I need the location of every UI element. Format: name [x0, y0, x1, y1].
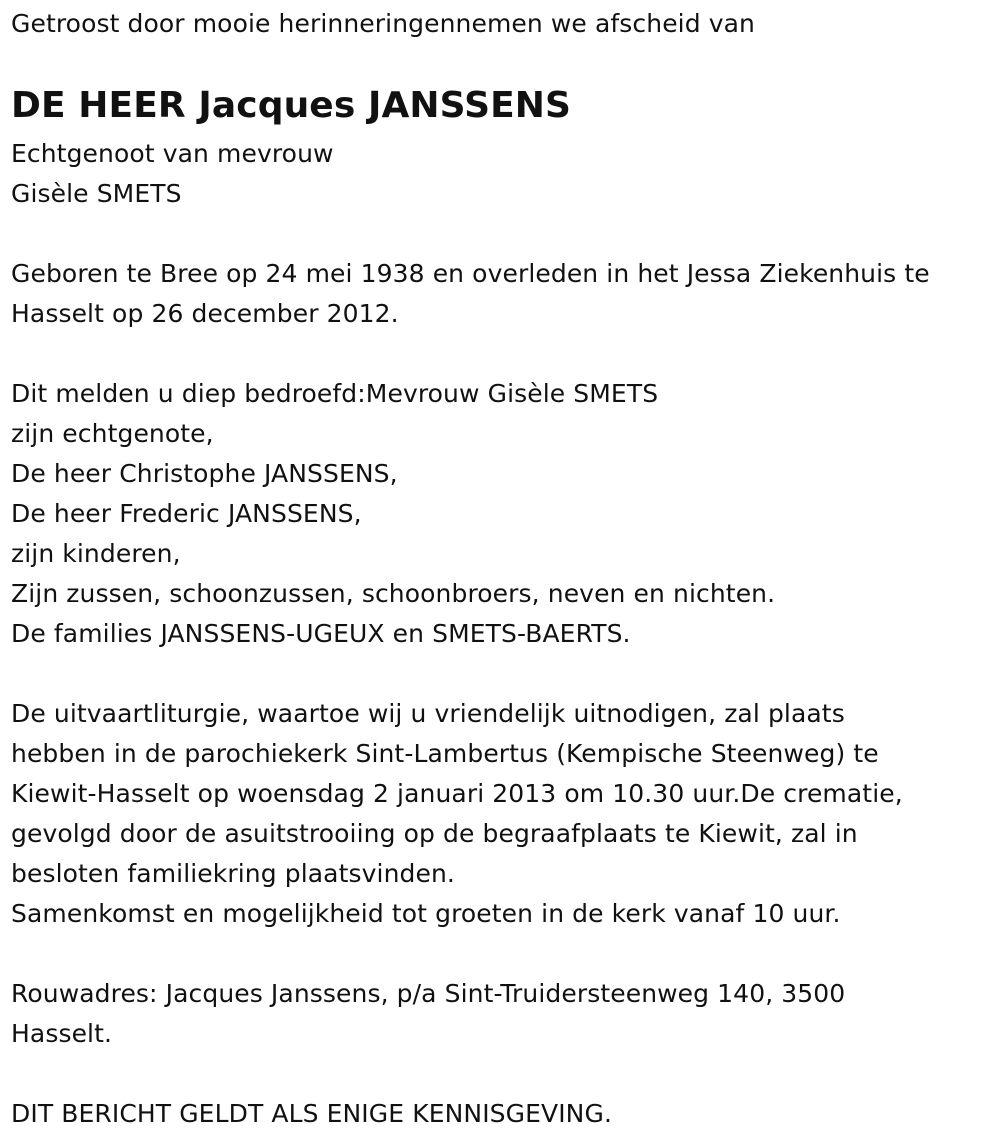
deceased-name-section	[11, 80, 571, 132]
family-line: Zijn zussen, schoonzussen, schoonbroers, neven en nichten.	[11, 579, 776, 608]
birth-death-section	[11, 254, 930, 334]
deceased-title: DE HEER Jacques JANSSENS	[11, 85, 572, 126]
family-line: De families JANSSENS-UGEUX en SMETS-BAERTS.	[11, 619, 631, 648]
family-line: zijn echtgenote,	[11, 419, 214, 448]
funeral-line: Kiewit-Hasselt op woensdag 2 januari 2013 om 10.30 uur.De crematie,	[11, 779, 903, 808]
family-line: De heer Frederic JANSSENS,	[11, 499, 362, 528]
funeral-section	[11, 694, 903, 934]
funeral-line: De uitvaartliturgie, waartoe wij u vriendelijk uitnodigen, zal plaats	[11, 699, 845, 728]
funeral-line: Samenkomst en mogelijkheid tot groeten in de kerk vanaf 10 uur.	[11, 899, 841, 928]
funeral-line: gevolgd door de asuitstrooiing op de begraafplaats te Kiewit, zal in	[11, 819, 858, 848]
spouse-section	[11, 134, 334, 214]
notice-text: DIT BERICHT GELDT ALS ENIGE KENNISGEVING.	[11, 1099, 612, 1128]
funeral-line: hebben in de parochiekerk Sint-Lambertus (Kempische Steenweg) te	[11, 739, 879, 768]
address-section	[11, 974, 845, 1054]
family-line: Dit melden u diep bedroefd:Mevrouw Gisèle SMETS	[11, 379, 659, 408]
address-line: Hasselt.	[11, 1019, 113, 1048]
paragraph-line: Geboren te Bree op 24 mei 1938 en overleden in het Jessa Ziekenhuis te	[11, 259, 930, 288]
intro-section	[11, 4, 755, 44]
intro-text: Getroost door mooie herinneringennemen we afscheid van	[11, 9, 755, 38]
family-section	[11, 374, 775, 654]
address-line: Rouwadres: Jacques Janssens, p/a Sint-Truidersteenweg 140, 3500	[11, 979, 846, 1008]
spouse-name: Gisèle SMETS	[11, 179, 182, 208]
funeral-line: besloten familiekring plaatsvinden.	[11, 859, 455, 888]
family-line: De heer Christophe JANSSENS,	[11, 459, 398, 488]
spouse-line: Echtgenoot van mevrouw	[11, 139, 334, 168]
family-line: zijn kinderen,	[11, 539, 181, 568]
paragraph-line: Hasselt op 26 december 2012.	[11, 299, 399, 328]
notice-section	[11, 1094, 612, 1134]
